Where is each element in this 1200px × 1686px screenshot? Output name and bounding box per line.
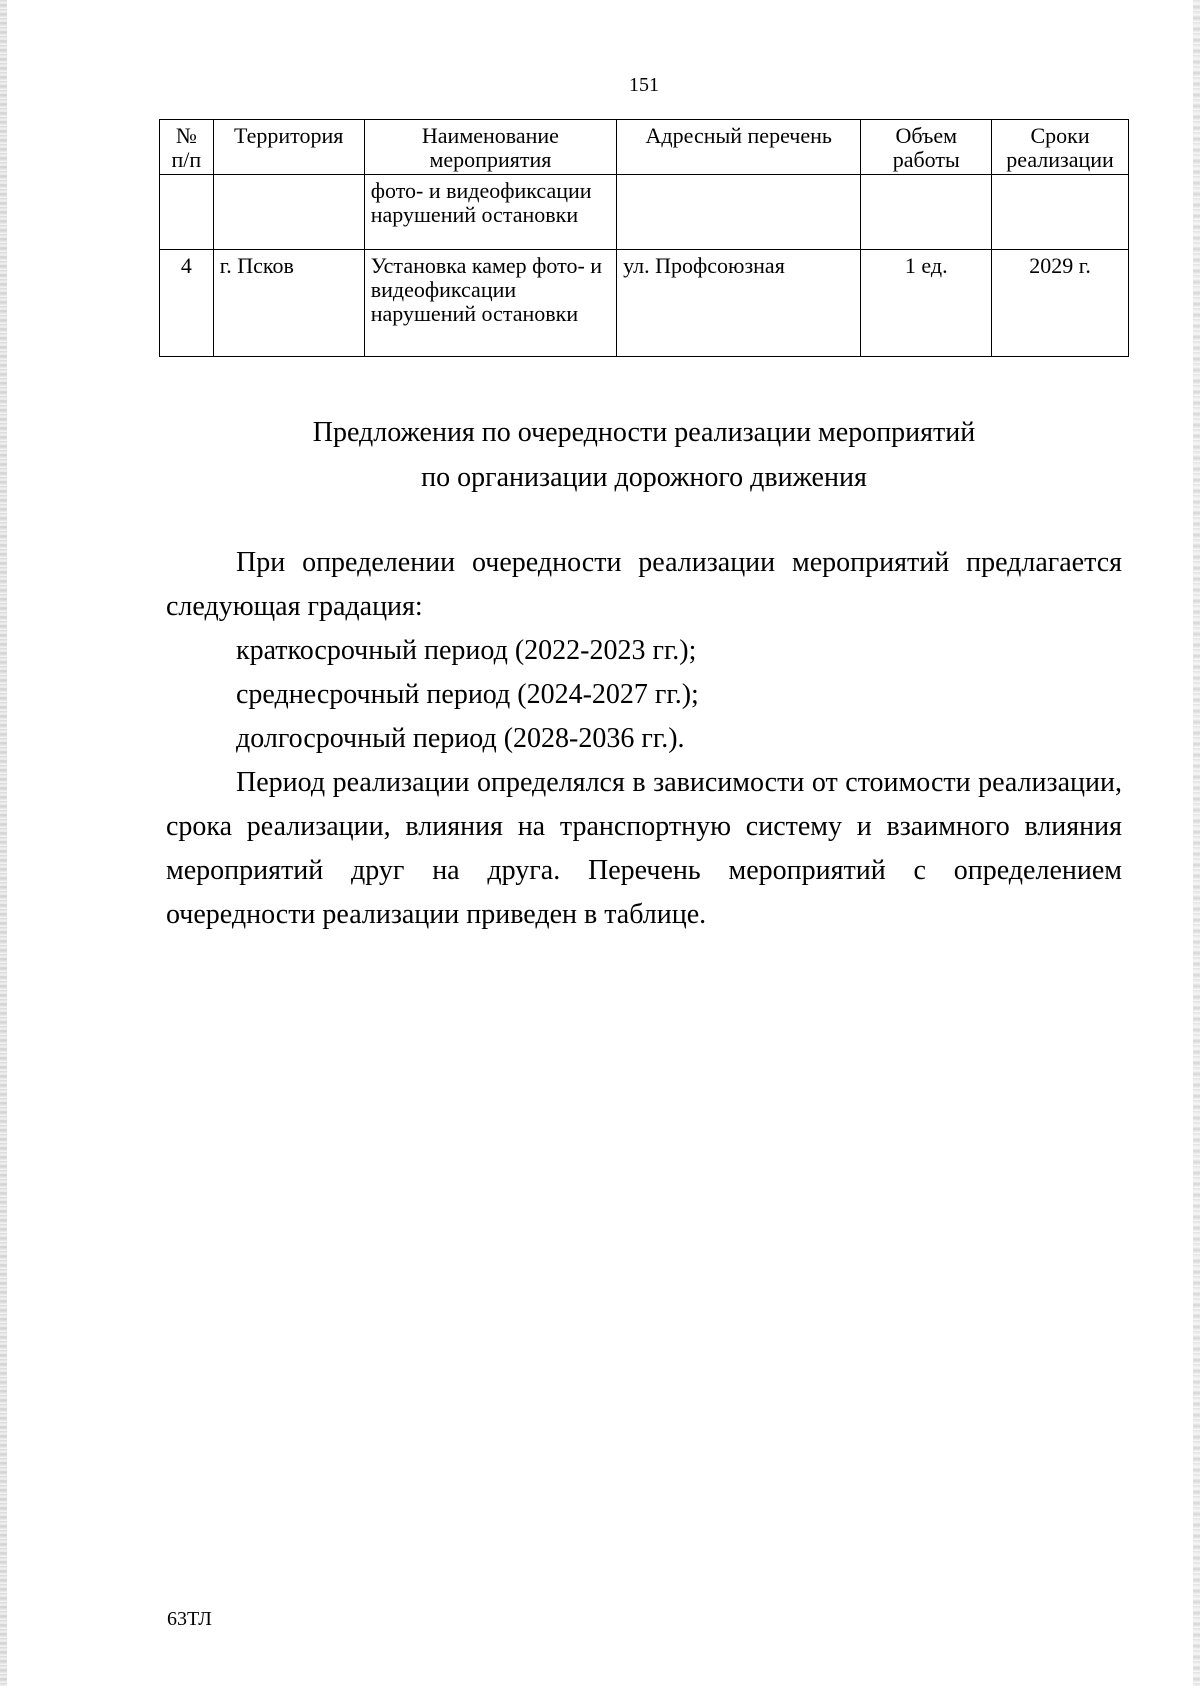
header-term: Сроки реализации	[992, 120, 1129, 175]
measures-table	[159, 119, 1129, 357]
cell-territory: г. Псков	[213, 250, 364, 357]
header-volume: Объем работы	[861, 120, 992, 175]
section-title-line-1: Предложения по очередности реализации мероприятий	[312, 417, 976, 448]
period-medium: среднесрочный период (2024-2027 гг.);	[236, 679, 699, 710]
table-row	[160, 175, 1129, 250]
header-territory: Территория	[213, 120, 364, 175]
cell-territory	[213, 175, 364, 250]
section-title-line-2: по организации дорожного движения	[421, 462, 867, 493]
cell-volume: 1 ед.	[861, 250, 992, 357]
page-number: 151	[629, 74, 659, 96]
cell-term: 2029 г.	[992, 250, 1129, 357]
body-text	[166, 541, 1122, 937]
cell-address	[617, 175, 861, 250]
scan-edge-right	[1193, 0, 1200, 1686]
cell-address: ул. Профсоюзная	[617, 250, 861, 357]
scan-edge-left	[0, 0, 7, 1686]
header-address: Адресный перечень	[617, 120, 861, 175]
cell-term	[992, 175, 1129, 250]
table-header-row	[160, 120, 1129, 175]
period-long: долгосрочный период (2028-2036 гг.).	[236, 723, 685, 754]
period-short: краткосрочный период (2022-2023 гг.);	[236, 635, 697, 666]
cell-volume	[861, 175, 992, 250]
section-title	[0, 410, 1200, 500]
cell-num: 4	[160, 250, 214, 357]
header-name: Наименование мероприятия	[364, 120, 616, 175]
header-num: № п/п	[160, 120, 214, 175]
footer-code: 63ТЛ	[167, 1608, 212, 1630]
cell-num	[160, 175, 214, 250]
conclusion-paragraph: Период реализации определялся в зависимости от стоимости реализации, срока реализации, влияния на транспортную систему и взаимного влияния мероприятий друг на друга. Перечень мероприятий с определением очередности реализации приведен в таблице.	[166, 767, 1122, 930]
table-row	[160, 250, 1129, 357]
cell-name: Установка камер фото- и видеофиксации нарушений остановки	[364, 250, 616, 357]
cell-name: фото- и видеофиксации нарушений остановки	[364, 175, 616, 250]
intro-paragraph: При определении очередности реализации мероприятий предлагается следующая градация:	[166, 547, 1122, 622]
